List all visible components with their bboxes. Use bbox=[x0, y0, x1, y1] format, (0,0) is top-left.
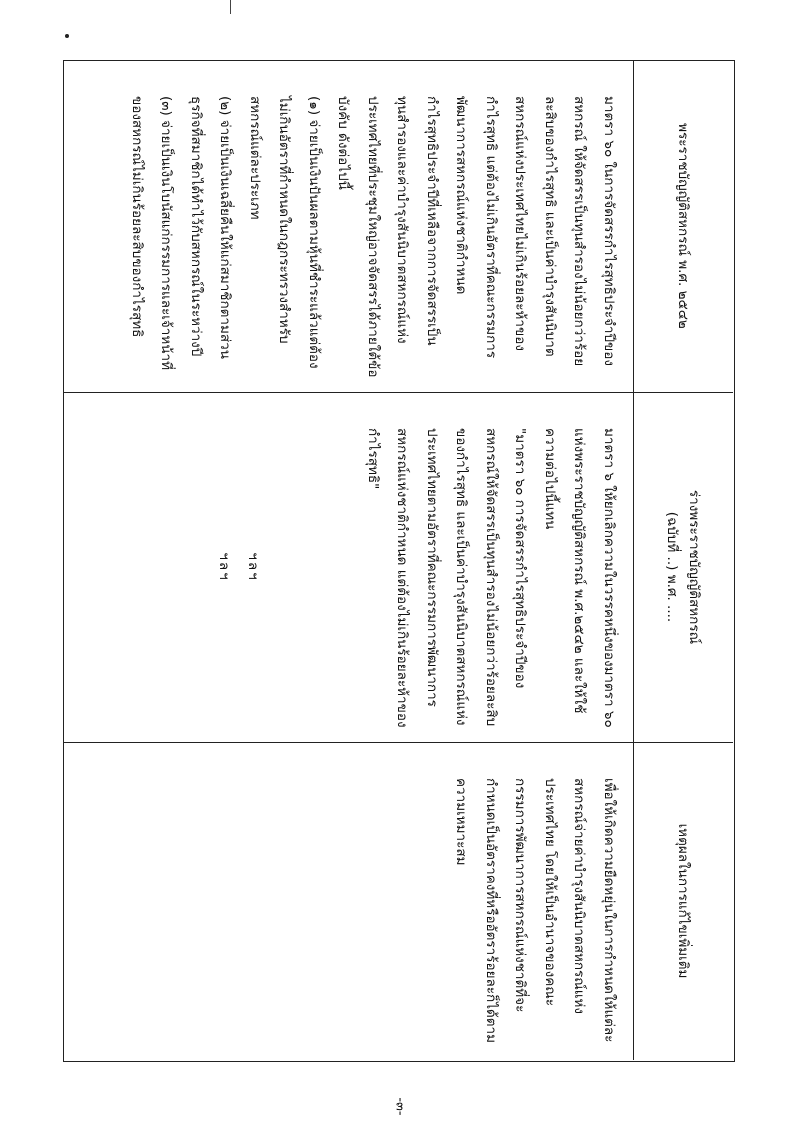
header-draft-subtitle: (ฉบับที่ ..) พ.ศ. .... bbox=[664, 511, 680, 623]
table-body bbox=[63, 60, 633, 1060]
header-draft-law bbox=[633, 392, 733, 742]
reason-cell bbox=[63, 742, 633, 1060]
page-number: -๓- bbox=[392, 1097, 408, 1116]
current-paragraph-2: กำไรสุทธิประจำปีที่เหลือจากการจัดสรรเป็นทุนสำรองและค่าบำรุงสันนิบาตสหกรณ์แห่งประเทศไทยที่ประชุมใหญ่อาจจัดสรรได้ภายใต้ข้อบังคับ ดังต่อไปนี้ bbox=[335, 96, 440, 378]
reason-text: เพื่อให้เกิดความยืดหยุ่นในการกำหนดให้แต่ละสหกรณ์จ่ายค่าบำรุงสันนิบาตสหกรณ์แห่งประเทศไทย โดยให้เป็นอำนาจของคณะกรรมการพัฒนาการสหกรณ์แห่งชาติที่จะกำหนดเป็นอัตราคงที่หรืออัตราร้อยละก็ได้ตามความเหมาะสม bbox=[453, 778, 617, 1044]
header-reason-text: เหตุผลในการแก้ไขเพิ่มเติม bbox=[675, 823, 691, 979]
current-item-2: (๒) จ่ายเป็นเงินเฉลี่ยคืนให้แก่สมาชิกตามส่วนธุรกิจที่สมาชิกได้ทำไว้กับสหกรณ์ในระหว่างปี bbox=[188, 96, 234, 359]
scan-mark bbox=[230, 0, 231, 14]
unchanged-marker bbox=[209, 404, 268, 730]
current-section-60: มาตรา ๖๐ ในการจัดสรรกำไรสุทธิประจำปีของสหกรณ์ ให้จัดสรรเป็นทุนสำรองไม่น้อยกว่าร้อยละสิบของกำไรสุทธิ และเป็นค่าบำรุงสันนิบาตสหกรณ์แห่งประเทศไทยไม่เกินร้อยละห้าของกำไรสุทธิ แต่ต้องไม่เกินอัตราที่คณะกรรมการพัฒนาการสหกรณ์แห่งชาติกำหนด bbox=[453, 96, 617, 367]
current-item-3: (๓) จ่ายเป็นเงินโบนัสแก่กรรมการและเจ้าหน้าที่ของสหกรณ์ไม่เกินร้อยละสิบของกำไรสุทธิ bbox=[129, 96, 175, 370]
current-item-1: (๑) จ่ายเป็นเงินปันผลตามหุ้นที่ชำระแล้วแต่ต้องไม่เกินอัตราที่กำหนดในกฎกระทรวงสำหรับสหกรณ์แต่ละประเภท bbox=[247, 96, 322, 369]
draft-law-cell bbox=[63, 392, 633, 742]
draft-section-60: "มาตรา ๖๐ การจัดสรรกำไรสุทธิประจำปีของสหกรณ์ให้จัดสรรเป็นทุนสำรองไม่น้อยกว่าร้อยละสิบของกำไรสุทธิ และเป็นค่าบำรุงสันนิบาตสหกรณ์แห่งประเทศไทยตามอัตราที่คณะกรรมการพัฒนาการสหกรณ์แห่งชาติกำหนด แต่ต้องไม่เกินร้อยละห้าของกำไรสุทธิ" bbox=[365, 428, 529, 728]
header-row bbox=[633, 60, 733, 1060]
unchanged-marker-1: ฯลฯ bbox=[245, 552, 262, 582]
header-current-text: พระราชบัญญัติสหกรณ์ พ.ศ. ๒๕๔๒ bbox=[675, 123, 691, 329]
header-draft-title: ร่างพระราชบัญญัติสหกรณ์ bbox=[686, 489, 702, 645]
draft-section-6: มาตรา ๖ ให้ยกเลิกความในวรรคหนึ่งของมาตรา ๖๐ แห่งพระราชบัญญัติสหกรณ์ พ.ศ.๒๕๔๒ และให้ใช้ความต่อไปนี้แทน bbox=[542, 428, 617, 728]
unchanged-marker-2: ฯลฯ bbox=[216, 552, 232, 582]
header-reason bbox=[633, 742, 733, 1060]
current-law-cell bbox=[63, 60, 633, 392]
header-current-law bbox=[633, 60, 733, 392]
binder-dot bbox=[65, 34, 69, 38]
